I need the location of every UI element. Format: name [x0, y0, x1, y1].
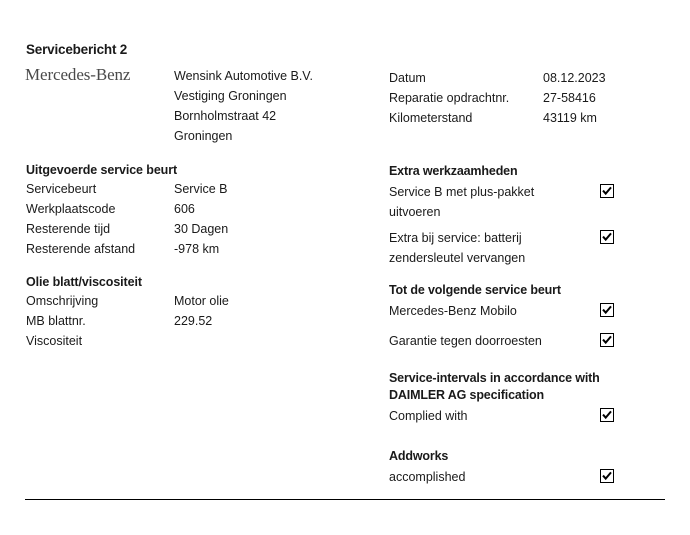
addworks-section [389, 448, 614, 487]
label-viscosity: Viscositeit [26, 334, 83, 348]
row-oil-description [26, 291, 229, 311]
value-mb-sheet-number: 229.52 [174, 314, 213, 328]
until-next-service-heading: Tot de volgende service beurt [389, 283, 561, 297]
row-remaining-distance [26, 239, 228, 259]
performed-service-section [26, 163, 228, 259]
dealer-street: Bornholmstraat 42 [174, 109, 277, 123]
check-icon [602, 305, 612, 315]
next-service-label-mobilo: Mercedes-Benz Mobilo [389, 304, 517, 318]
check-icon [602, 335, 612, 345]
extra-work-label-plus-package: Service B met plus-pakket uitvoeren [389, 185, 535, 219]
row-servicebeurt [26, 179, 228, 199]
dealer-address [174, 66, 313, 146]
mercedes-benz-wordmark: Mercedes-Benz [25, 65, 131, 84]
header-facts [389, 68, 606, 128]
until-next-service-section [389, 282, 614, 361]
check-icon [602, 186, 612, 196]
performed-service-heading: Uitgevoerde service beurt [26, 163, 178, 177]
fact-label-order-number: Reparatie opdrachtnr. [389, 91, 510, 105]
value-oil-description: Motor olie [174, 294, 229, 308]
service-intervals-section [389, 370, 614, 426]
row-remaining-time [26, 219, 228, 239]
check-icon [602, 471, 612, 481]
checkbox-rust-warranty[interactable] [600, 333, 614, 347]
fact-label-datum: Datum [389, 71, 426, 85]
extra-work-label-battery-key: Extra bij service: batterij zendersleutel vervangen [389, 231, 526, 265]
dealer-city: Groningen [174, 129, 233, 143]
checkbox-plus-package[interactable] [600, 184, 614, 198]
next-service-item-rust-warranty [389, 331, 614, 351]
service-intervals-heading: Service-intervals in accordance with DAIMLER AG specification [389, 371, 600, 402]
service-intervals-item-complied [389, 406, 614, 426]
label-servicebeurt: Servicebeurt [26, 182, 97, 196]
oil-section [26, 275, 229, 351]
value-servicebeurt: Service B [174, 182, 228, 196]
fact-value-order-number: 27-58416 [543, 91, 596, 105]
fact-row-datum [389, 68, 606, 88]
row-workshop-code [26, 199, 228, 219]
addworks-label-accomplished: accomplished [389, 470, 466, 484]
extra-work-section [389, 163, 614, 274]
fact-row-order-number [389, 88, 606, 108]
checkbox-mobilo[interactable] [600, 303, 614, 317]
fact-row-mileage [389, 108, 606, 128]
label-workshop-code: Werkplaatscode [26, 202, 116, 216]
label-remaining-distance: Resterende afstand [26, 242, 136, 256]
checkbox-accomplished[interactable] [600, 469, 614, 483]
check-icon [602, 410, 612, 420]
next-service-label-rust-warranty: Garantie tegen doorroesten [389, 334, 542, 348]
dealer-name: Wensink Automotive B.V. [174, 69, 313, 83]
label-mb-sheet-number: MB blattnr. [26, 314, 86, 328]
row-mb-sheet-number [26, 311, 229, 331]
oil-heading: Olie blatt/viscositeit [26, 275, 142, 289]
fact-value-mileage: 43119 km [543, 111, 597, 125]
label-remaining-time: Resterende tijd [26, 222, 111, 236]
fact-value-datum: 08.12.2023 [543, 71, 606, 85]
check-icon [602, 232, 612, 242]
value-workshop-code: 606 [174, 202, 195, 216]
value-remaining-time: 30 Dagen [174, 222, 229, 236]
checkbox-battery-key[interactable] [600, 230, 614, 244]
footer-divider [25, 499, 665, 500]
next-service-item-mobilo [389, 301, 614, 321]
extra-work-item-battery-key [389, 228, 614, 268]
extra-work-item-plus-package [389, 182, 614, 222]
checkbox-complied-with[interactable] [600, 408, 614, 422]
extra-work-heading: Extra werkzaamheden [389, 164, 518, 178]
addworks-heading: Addworks [389, 449, 449, 463]
fact-label-mileage: Kilometerstand [389, 111, 473, 125]
service-intervals-label-complied: Complied with [389, 409, 468, 423]
label-oil-description: Omschrijving [26, 294, 99, 308]
dealer-branch: Vestiging Groningen [174, 89, 287, 103]
addworks-item-accomplished [389, 467, 614, 487]
row-viscosity [26, 331, 229, 351]
page-title: Servicebericht 2 [26, 42, 128, 57]
value-remaining-distance: -978 km [174, 242, 220, 256]
